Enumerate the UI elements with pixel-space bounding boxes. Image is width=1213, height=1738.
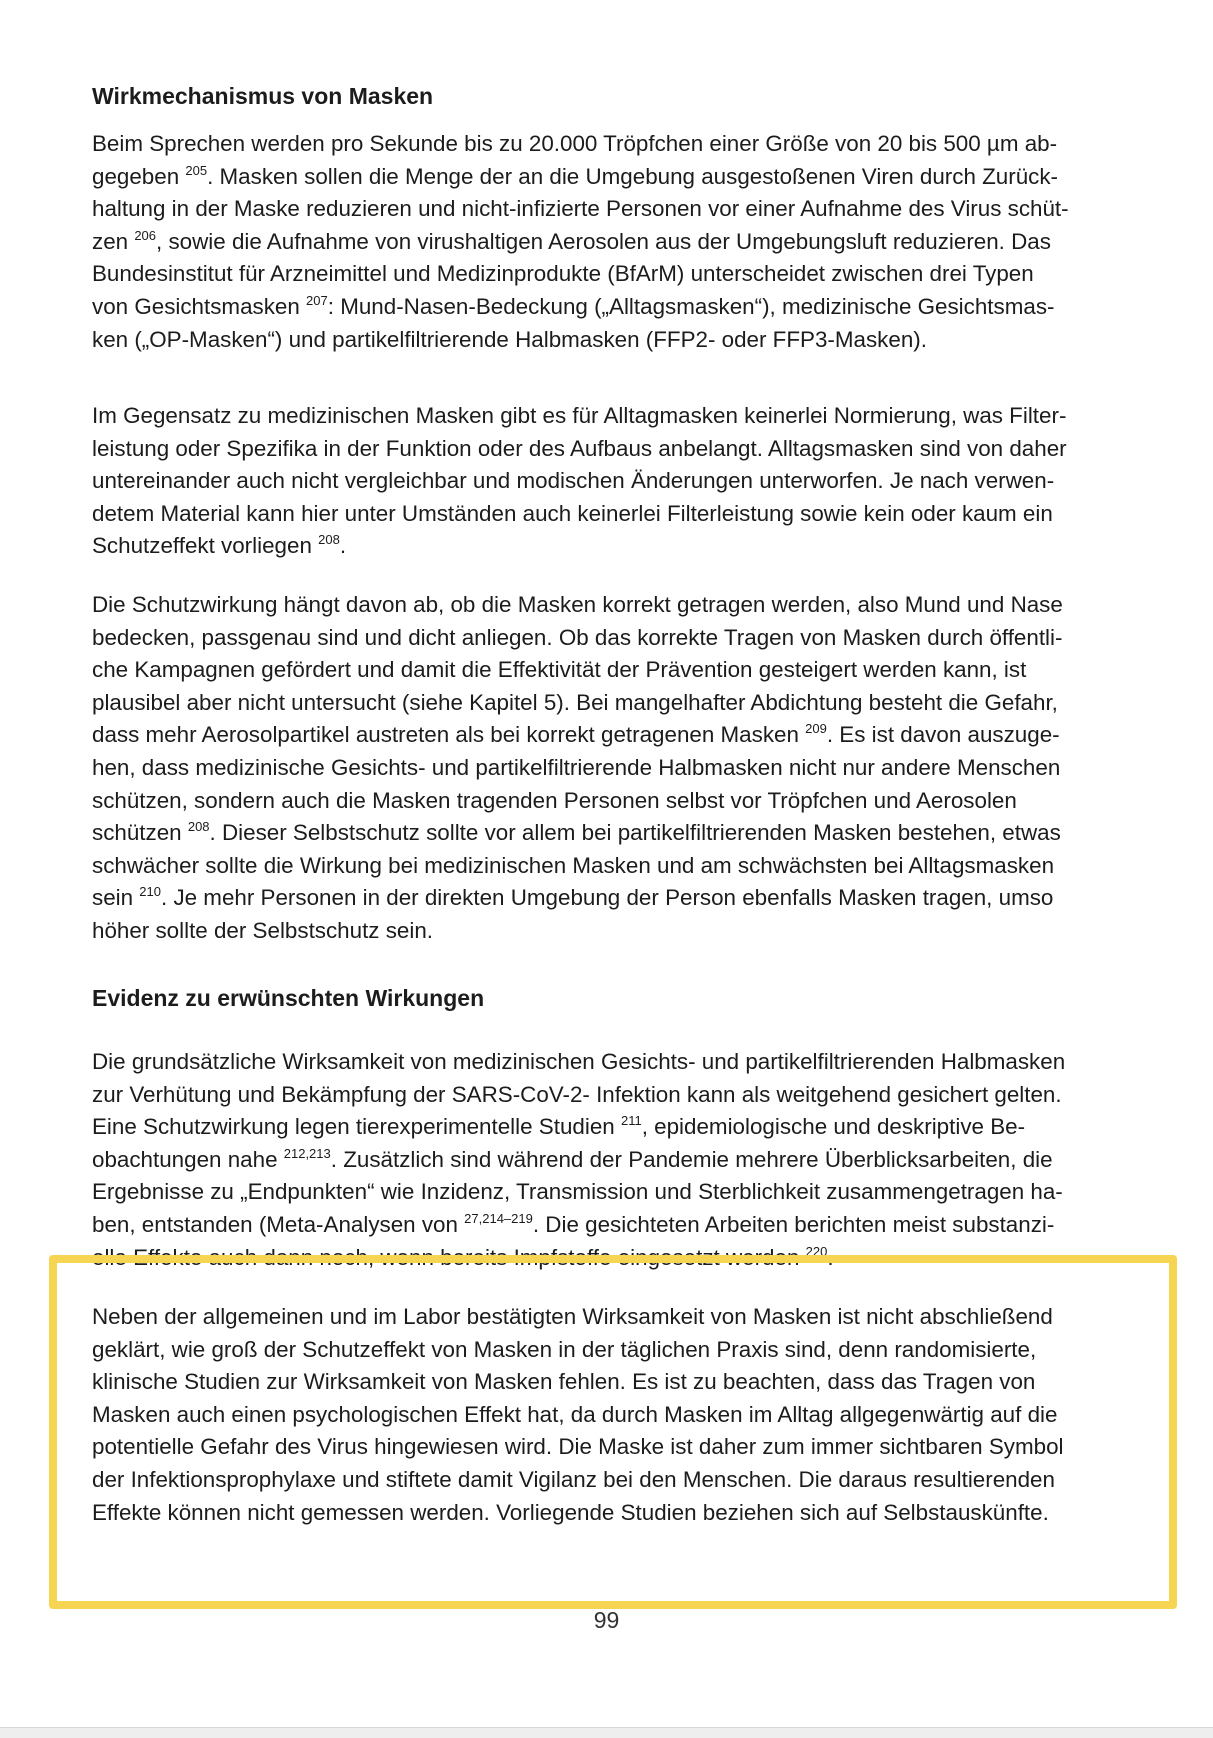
text-line: höher sollte der Selbstschutz sein.: [92, 917, 434, 943]
text-line: ben, entstanden (Meta-Analysen von $^{27,214-219}$. Die gesichteten Arbeiten berichten meist substanzi-: [92, 1210, 1055, 1237]
text-line: che Kampagnen gefördert und damit die Effektivität der Prävention gesteigert werden kann, ist: [92, 657, 1027, 683]
text-line: hen, dass medizinische Gesichts- und partikelfiltrierende Halbmasken nicht nur andere Menschen: [92, 754, 1061, 780]
text-line: ken („OP-Masken“) und partikelfiltrierende Halbmasken (FFP2- oder FFP3-Masken).: [92, 326, 927, 352]
text-line: plausibel aber nicht untersucht (siehe Kapitel 5). Bei mangelhafter Abdichtung besteht die Gefahr,: [92, 689, 1058, 715]
text-line: Neben der allgemeinen und im Labor bestätigten Wirksamkeit von Masken ist nicht abschließend: [92, 1304, 1053, 1329]
text-line: schwächer sollte die Wirkung bei medizinischen Masken und am schwächsten bei Alltagsmasken: [92, 852, 1055, 878]
text-line: gegeben $^{205}$. Masken sollen die Menge der an die Umgebung ausgestoßenen Viren durch Zurück-: [92, 162, 1059, 189]
text-line: detem Material kann hier unter Umständen auch keinerlei Filterleistung sowie kein oder kaum ein: [92, 500, 1053, 526]
section-heading-wirkmechanismus: Wirkmechanismus von Masken: [92, 83, 434, 109]
citation-ref: 208: [318, 532, 340, 548]
text-line: von Gesichtsmasken $^{207}$: Mund-Nasen-Bedeckung („Alltagsmasken“), medizinische Gesichtsmas-: [92, 292, 1055, 319]
section-heading-evidenz: Evidenz zu erwünschten Wirkungen: [92, 985, 485, 1011]
text-line: obachtungen nahe $^{212,213}$. Zusätzlich sind während der Pandemie mehrere Überblicksarbeiten, die: [92, 1145, 1053, 1172]
text-line: Eine Schutzwirkung legen tierexperimentelle Studien $^{211}$, epidemiologische und deskriptive Be-: [92, 1113, 1026, 1140]
citation-ref: 208: [187, 819, 210, 835]
paragraph-everyday-masks: [92, 400, 1168, 563]
paragraph-effectiveness: [92, 1046, 1168, 1274]
text-line: Die Schutzwirkung hängt davon ab, ob die Masken korrekt getragen werden, also Mund und Nase: [92, 592, 1063, 617]
text-line: potentielle Gefahr des Virus hingewiesen wird. Die Maske ist daher zum immer sichtbaren Symbol: [92, 1434, 1064, 1460]
paragraph-protective-effect: [92, 589, 1168, 948]
text-line: schützen $^{208}$. Dieser Selbstschutz sollte vor allem bei partikelfiltrierenden Masken bestehen, etwas: [92, 819, 1061, 846]
text-line: dass mehr Aerosolpartikel austreten als bei korrekt getragenen Masken $^{209}$. Es ist davon auszuge-: [92, 721, 1060, 748]
citation-ref: 210: [139, 884, 161, 900]
page-number: 99: [593, 1607, 620, 1633]
text-line: haltung in der Maske reduzieren und nicht-infizierte Personen vor einer Aufnahme des Virus schüt-: [92, 196, 1069, 222]
text-line: bedecken, passgenau sind und dicht anliegen. Ob das korrekte Tragen von Masken durch öffentli-: [92, 624, 1063, 650]
text-line: sein $^{210}$. Je mehr Personen in der direkten Umgebung der Person ebenfalls Masken tragen, umso: [92, 884, 1054, 911]
citation-ref: 27,214–219: [464, 1210, 533, 1226]
citation-ref: 212,213: [283, 1145, 331, 1161]
text-line: Schutzeffekt vorliegen $^{208}$.: [92, 532, 347, 559]
text-line: Bundesinstitut für Arzneimittel und Medizinprodukte (BfArM) unterscheidet zwischen drei Typen: [92, 261, 1034, 287]
paragraph-practice-uncertainty: [92, 1301, 1168, 1529]
text-line: leistung oder Spezifika in der Funktion oder des Aufbaus anbelangt. Alltagsmasken sind von daher: [92, 435, 1067, 461]
text-line: Beim Sprechen werden pro Sekunde bis zu 20.000 Tröpfchen einer Größe von 20 bis 500 µm ab-: [92, 131, 1058, 156]
text-line: Effekte können nicht gemessen werden. Vorliegende Studien beziehen sich auf Selbstauskünfte.: [92, 1499, 1049, 1525]
text-line: der Infektionsprophylaxe und stiftete damit Vigilanz bei den Menschen. Die daraus resultierenden: [92, 1466, 1055, 1492]
text-line: geklärt, wie groß der Schutzeffekt von Masken in der täglichen Praxis sind, denn randomisierte,: [92, 1336, 1037, 1362]
text-line: zen $^{206}$, sowie die Aufnahme von virushaltigen Aerosolen aus der Umgebungsluft reduzieren. Das: [92, 227, 1051, 254]
paragraph-droplets: [92, 128, 1168, 356]
citation-ref: 207: [306, 292, 328, 308]
citation-ref: 220: [805, 1243, 828, 1259]
citation-ref: 209: [805, 721, 827, 737]
text-line: Im Gegensatz zu medizinischen Masken gibt es für Alltagmasken keinerlei Normierung, was Filter-: [92, 403, 1067, 428]
citation-ref: 206: [134, 227, 157, 243]
citation-ref: 211: [620, 1113, 642, 1129]
text-line: untereinander auch nicht vergleichbar und modischen Änderungen unterworfen. Je nach verwen-: [92, 468, 1055, 494]
text-line: zur Verhütung und Bekämpfung der SARS-CoV-2- Infektion kann als weitgehend gesichert gelten.: [92, 1081, 1062, 1107]
text-line: Ergebnisse zu „Endpunkten“ wie Inzidenz, Transmission und Sterblichkeit zusammengetragen ha-: [92, 1179, 1063, 1205]
text-line: Die grundsätzliche Wirksamkeit von medizinischen Gesichts- und partikelfiltrierenden Halbmasken: [92, 1049, 1066, 1074]
text-line: klinische Studien zur Wirksamkeit von Masken fehlen. Es ist zu beachten, dass das Tragen von: [92, 1369, 1036, 1395]
text-line: elle Effekte auch dann noch, wenn bereits Impfstoffe eingesetzt werden $^{220}$.: [92, 1243, 834, 1270]
citation-ref: 205: [185, 162, 208, 178]
text-line: Masken auch einen psychologischen Effekt hat, da durch Masken im Alltag allgegenwärtig auf die: [92, 1401, 1058, 1427]
text-line: schützen, sondern auch die Masken tragenden Personen selbst vor Tröpfchen und Aerosolen: [92, 787, 1017, 813]
page-bottom-edge: [0, 1727, 1213, 1738]
